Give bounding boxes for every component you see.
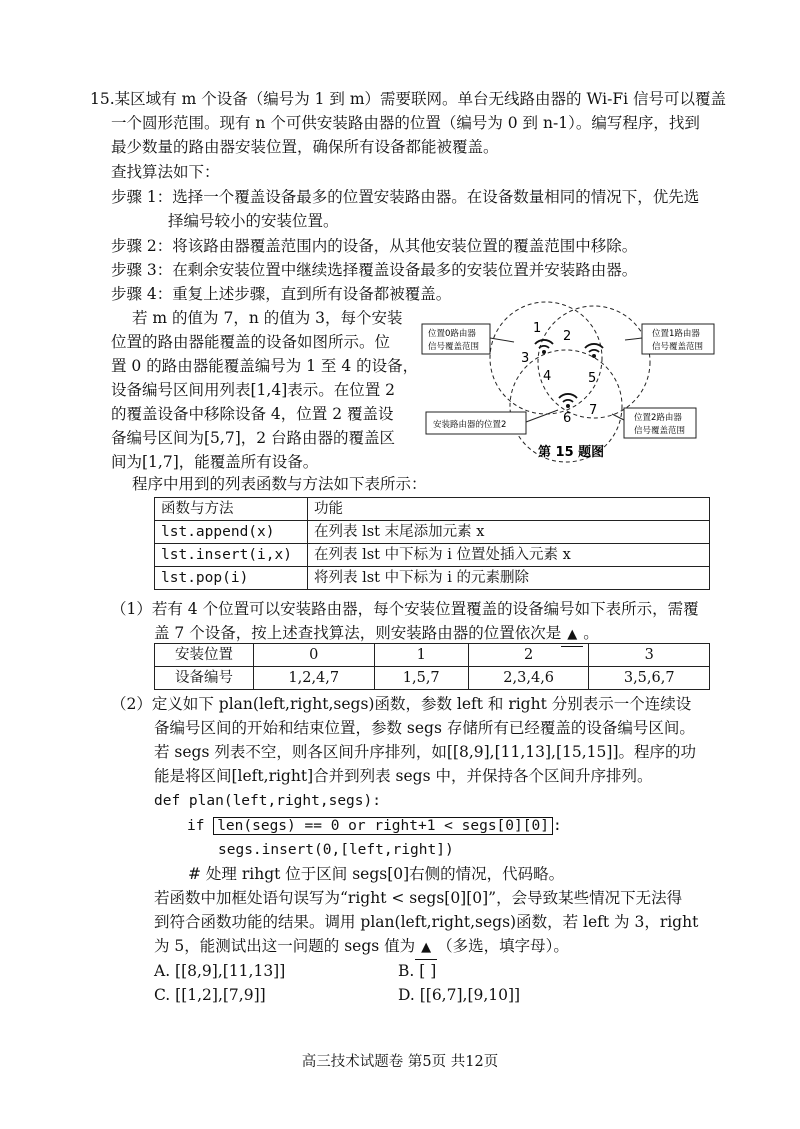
table-intro: 程序中用到的列表函数与方法如下表所示： [132,475,427,493]
answer-blank: ▲ [415,937,437,960]
option-c: C. [[1,2],[7,9]] [154,986,266,1004]
callout-label: 位置0路由器 [428,329,476,339]
table-row [155,521,710,544]
table-cell: 3,5,6,7 [589,667,710,690]
coverage-circle-1 [538,306,650,418]
algorithm-title: 查找算法如下： [111,163,220,181]
callout-label: 安装路由器的位置2 [433,420,507,430]
coverage-circle-0 [490,302,602,414]
page-footer: 高三技术试题卷 第5页 共12页 [301,1054,499,1070]
table-cell: 设备编号 [155,667,254,690]
wifi-icon [585,344,603,358]
table-cell: 3 [589,644,710,667]
device-label: 7 [589,403,598,418]
table-cell: 在列表 lst 末尾添加元素 x [308,521,710,544]
callout-label: 位置1路由器 [652,329,700,339]
example-line: 位置的路由器能覆盖的设备如图所示。位 [111,333,391,351]
table-cell: 0 [254,644,375,667]
code-def: def plan(left,right,segs): [154,793,381,809]
device-label: 3 [521,351,530,366]
question-line: 最少数量的路由器安装位置，确保所有设备都能被覆盖。 [111,138,499,156]
question-line: 15.某区域有 m 个设备（编号为 1 到 m）需要联网。单台无线路由器的 Wi-Fi 信号可以覆盖 [90,90,726,108]
callout-label: 信号覆盖范围 [634,426,686,436]
part1-line: （1）若有 4 个位置可以安装路由器，每个安装位置覆盖的设备编号如下表所示，需覆 [111,600,699,618]
step-line: 步骤 3：在剩余安装位置中继续选择覆盖设备最多的安装位置并安装路由器。 [111,261,638,279]
answer-blank: ▲ [561,624,583,647]
step-line: 步骤 2：将该路由器覆盖范围内的设备，从其他安装位置的覆盖范围中移除。 [111,237,638,255]
option-b: B. [ ] [398,962,437,980]
table-cell: 在列表 lst 中下标为 i 位置处插入元素 x [308,544,710,567]
table-cell: 1 [374,644,468,667]
part2-line: 若 segs 列表不空，则各区间升序排列，如[[8,9],[11,13],[15,15]]。程序的功 [154,743,696,761]
part1-line: 盖 7 个设备，按上述查找算法，则安装路由器的位置依次是 ▲ 。 [154,622,599,647]
device-label: 6 [563,411,572,426]
part2-line: 为 5，能测试出这一问题的 segs 值为 ▲ （多选，填字母）。 [154,935,569,960]
table-cell: 1,2,4,7 [254,667,375,690]
code-insert: segs.insert(0,[left,right]) [218,842,454,858]
example-line: 置 0 的路由器能覆盖编号为 1 至 4 的设备， [111,357,419,375]
table-cell: lst.pop(i) [155,567,308,590]
table-row [155,544,710,567]
callout-label: 信号覆盖范围 [428,342,480,352]
device-label: 1 [533,321,542,336]
step-line: 择编号较小的安装位置。 [168,212,339,230]
code-comment: # 处理 rihgt 位于区间 segs[0]右侧的情况，代码略。 [188,865,565,883]
example-line: 备编号区间为[5,7]，2 台路由器的覆盖区 [111,429,396,447]
table-cell: 2 [468,644,589,667]
table-row [155,644,710,667]
device-label: 4 [543,369,552,384]
example-line: 若 m 的值为 7，n 的值为 3，每个安装 [132,309,403,327]
part2-line: 备编号区间的开始和结束位置，参数 segs 存储所有已经覆盖的设备编号区间。 [154,719,695,737]
table-cell: 将列表 lst 中下标为 i 的元素删除 [308,567,710,590]
table-cell: lst.insert(i,x) [155,544,308,567]
option-a: A. [[8,9],[11,13]] [154,962,286,980]
methods-table [154,497,710,590]
part2-line: 能是将区间[left,right]合并到列表 segs 中，并保持各个区间升序排列。 [154,767,653,785]
device-label: 5 [588,371,597,386]
table-cell: 1,5,7 [374,667,468,690]
table-row [155,567,710,590]
example-line: 间为[1,7]，能覆盖所有设备。 [111,453,319,471]
coverage-figure [420,300,720,465]
table-cell: 2,3,4,6 [468,667,589,690]
table-cell: lst.append(x) [155,521,308,544]
figure-caption: 第 15 题图 [538,445,605,460]
table-row [155,667,710,690]
part2-line: （2）定义如下 plan(left,right,segs)函数，参数 left 和 right 分别表示一个连续设 [111,695,692,713]
part2-line: 若函数中加框处语句误写为“right < segs[0][0]”，会导致某些情况下无法得 [154,889,683,907]
example-line: 设备编号区间用列表[1,4]表示。在位置 2 [111,381,396,399]
step-line: 步骤 4：重复上述步骤，直到所有设备都被覆盖。 [111,285,452,303]
part2-line: 到符合函数功能的结果。调用 plan(left,right,segs)函数，若 left 为 3，right [154,913,699,931]
example-line: 的覆盖设备中移除设备 4，位置 2 覆盖设 [111,405,394,423]
positions-table [154,643,710,690]
device-label: 2 [563,329,572,344]
callout-label: 信号覆盖范围 [652,342,704,352]
boxed-condition: len(segs) == 0 or right+1 < segs[0][0] [213,817,553,835]
step-line: 步骤 1：选择一个覆盖设备最多的位置安装路由器。在设备数量相同的情况下，优先选 [111,188,700,206]
table-header: 功能 [308,498,710,521]
table-header: 函数与方法 [155,498,308,521]
callout-label: 位置2路由器 [634,413,682,423]
option-d: D. [[6,7],[9,10]] [398,986,521,1004]
question-number: 15. [90,90,115,108]
code-if: if len(segs) == 0 or right+1 < segs[0][0] : [187,818,562,834]
question-line: 一个圆形范围。现有 n 个可供安装路由器的位置（编号为 0 到 n-1）。编写程序，找到 [111,114,700,132]
table-row [155,498,710,521]
table-cell: 安装位置 [155,644,254,667]
